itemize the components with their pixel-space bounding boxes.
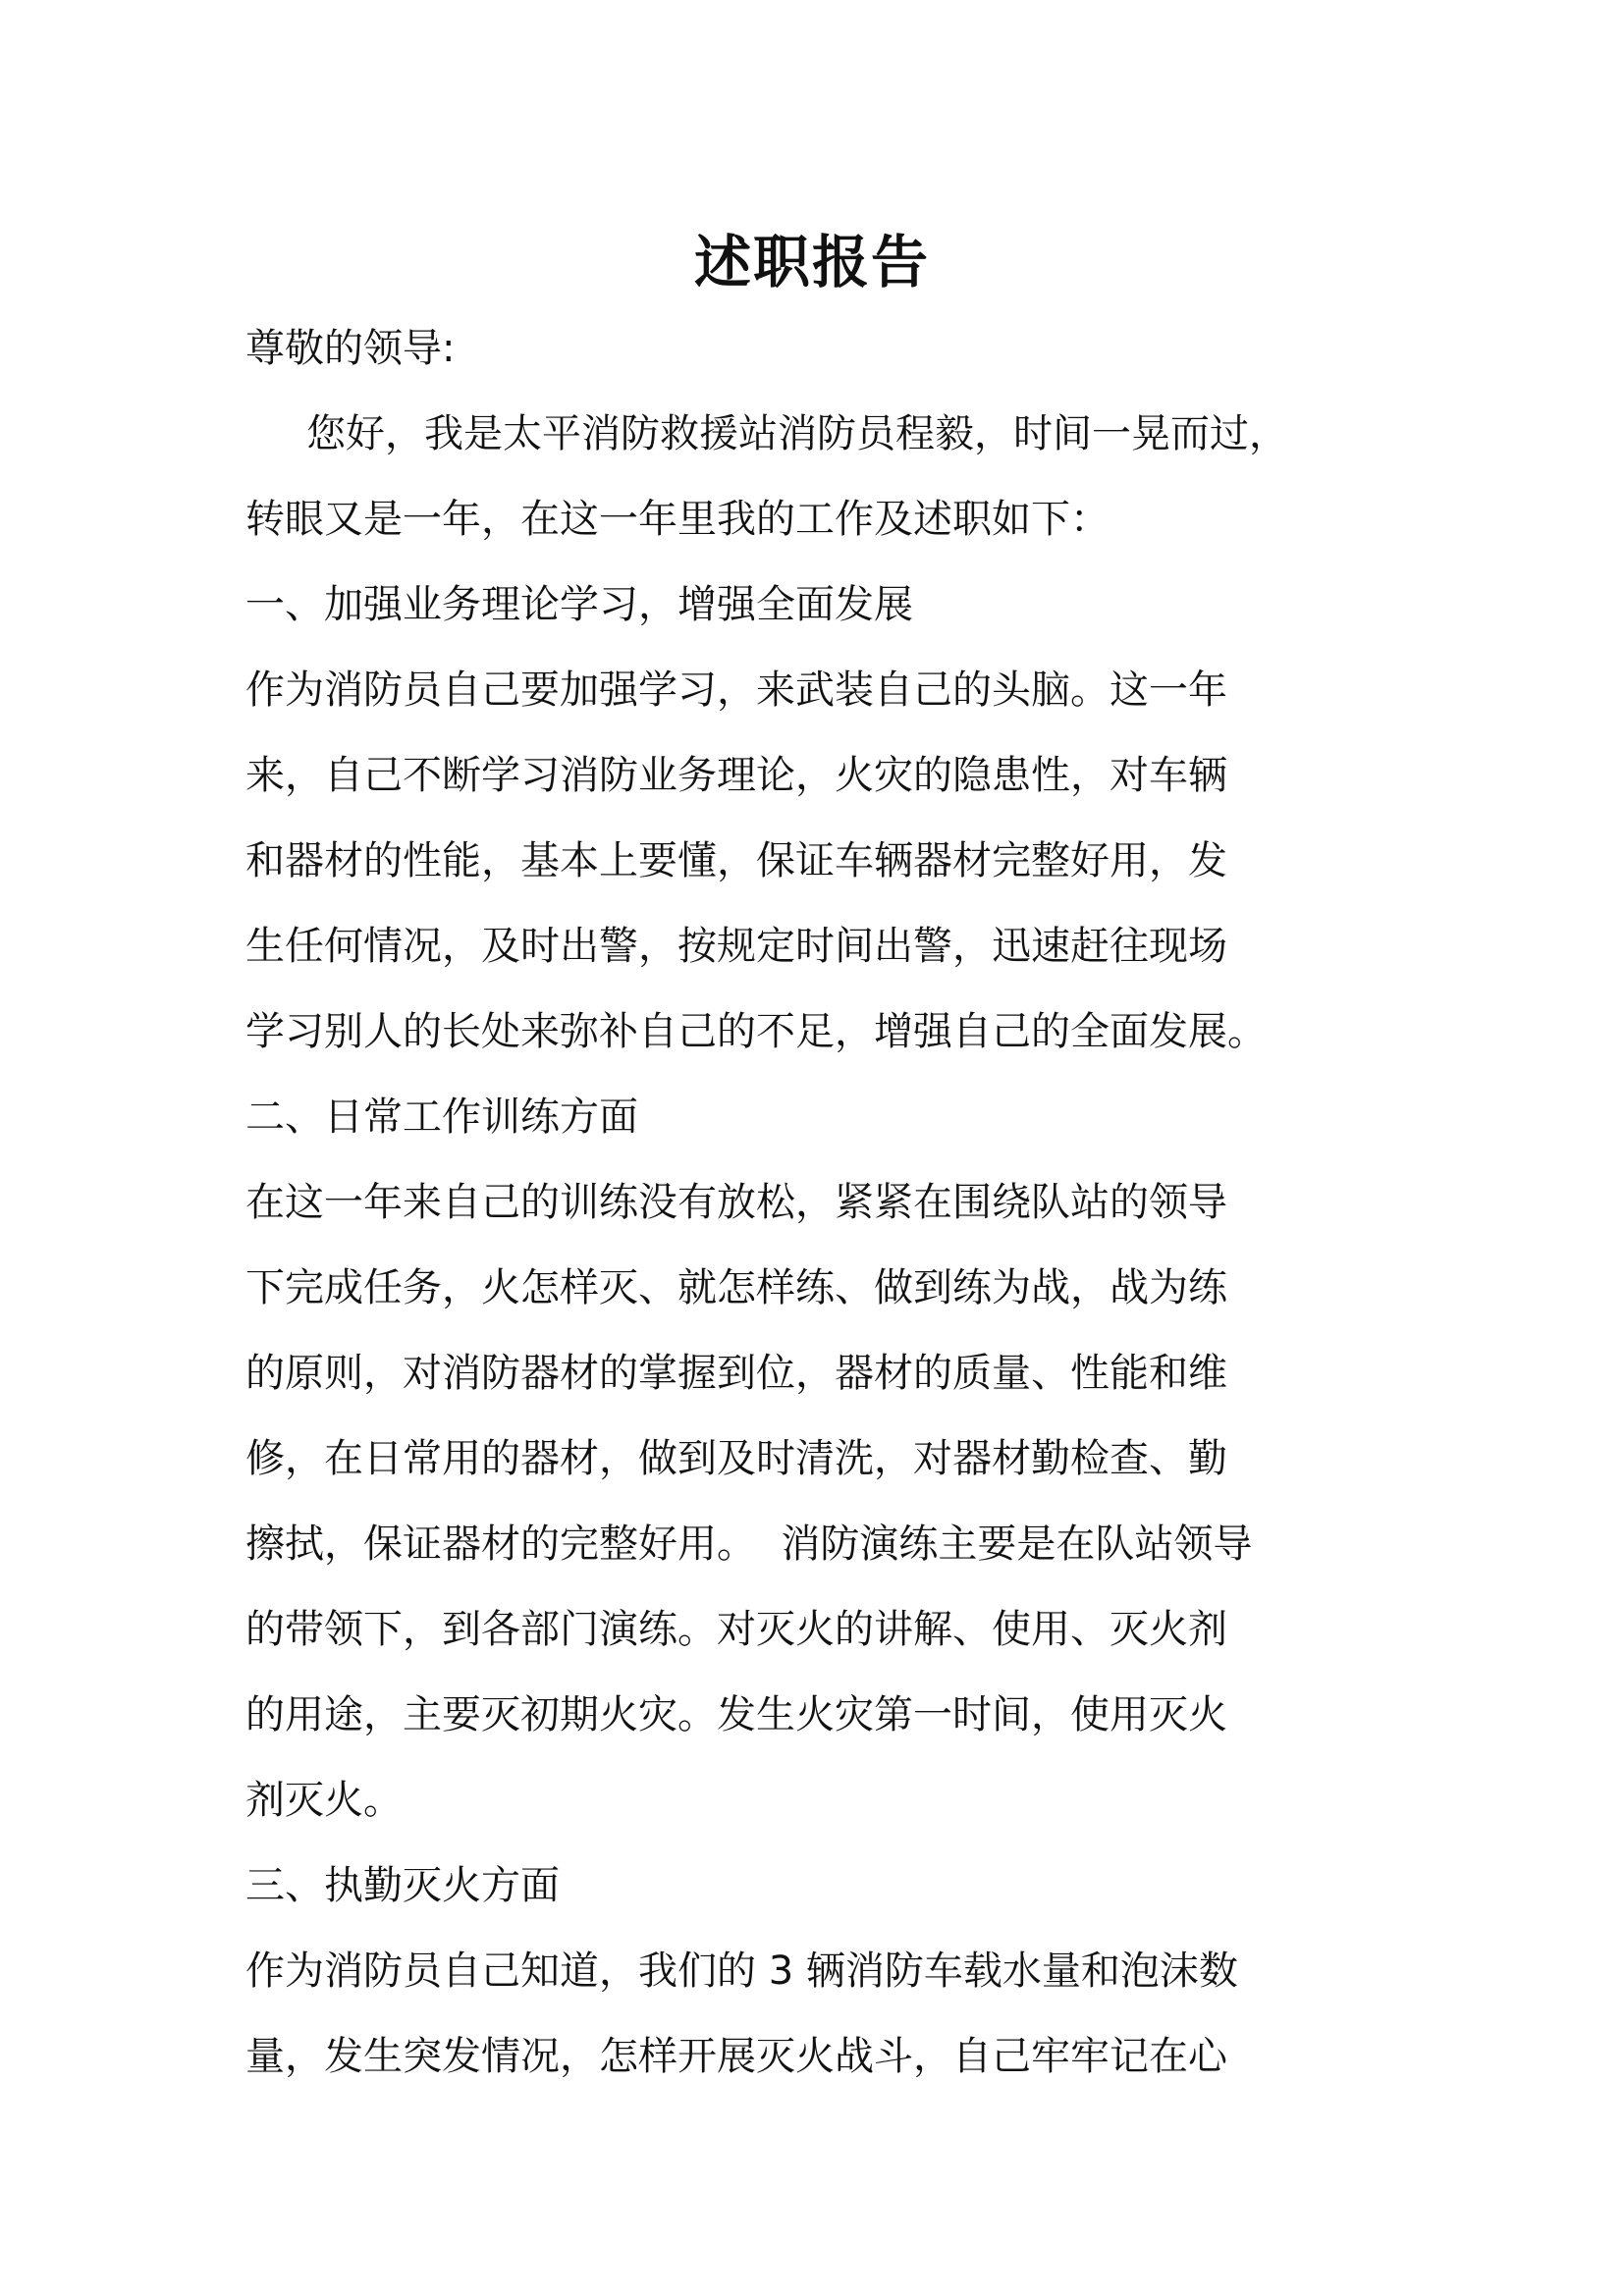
paragraph-line: 来，自己不断学习消防业务理论，火灾的隐患性，对车辆 bbox=[245, 753, 1227, 798]
document-body bbox=[245, 306, 1384, 2100]
paragraph-line: 作为消防员自己要加强学习，来武装自己的头脑。这一年 bbox=[245, 667, 1227, 713]
paragraph-line: 下完成任务，火怎样灭、就怎样练、做到练为战，战为练 bbox=[245, 1265, 1227, 1310]
paragraph-line: 剂灭火。 bbox=[245, 1778, 403, 1823]
paragraph-line: 和器材的性能，基本上要懂，保证车辆器材完整好用，发 bbox=[245, 838, 1227, 883]
paragraph-line: 量，发生突发情况，怎样开展灭火战斗，自己牢牢记在心 bbox=[245, 2034, 1227, 2079]
page-title: 述职报告 bbox=[693, 229, 930, 295]
paragraph-line: 修，在日常用的器材，做到及时清洗，对器材勤检查、勤 bbox=[245, 1436, 1227, 1481]
paragraph-line: 转眼又是一年，在这一年里我的工作及述职如下： bbox=[245, 497, 1110, 542]
paragraph-line: 作为消防员自己知道，我们的 3 辆消防车载水量和泡沫数 bbox=[245, 1949, 1238, 1994]
paragraph-line: 的原则，对消防器材的掌握到位，器材的质量、性能和维 bbox=[245, 1351, 1227, 1396]
section-heading: 三、执勤灭火方面 bbox=[245, 1863, 560, 1908]
paragraph-line: 擦拭，保证器材的完整好用。 消防演练主要是在队站领导 bbox=[245, 1522, 1253, 1567]
paragraph-line: 的用途，主要灭初期火灾。发生火灾第一时间，使用灭火 bbox=[245, 1692, 1227, 1737]
paragraph-line: 在这一年来自己的训练没有放松，紧紧在围绕队站的领导 bbox=[245, 1180, 1227, 1225]
salutation: 尊敬的领导: bbox=[245, 326, 456, 371]
section-heading: 二、日常工作训练方面 bbox=[245, 1095, 638, 1140]
paragraph-line: 的带领下，到各部门演练。对灭火的讲解、使用、灭火剂 bbox=[245, 1607, 1227, 1652]
paragraph-line: 学习别人的长处来弥补自己的不足，增强自己的全面发展。 bbox=[245, 1009, 1267, 1054]
paragraph-line: 您好，我是太平消防救援站消防员程毅，时间一晃而过， bbox=[306, 411, 1288, 456]
section-heading: 一、加强业务理论学习，增强全面发展 bbox=[245, 582, 913, 627]
paragraph-line: 生任何情况，及时出警，按规定时间出警，迅速赶往现场 bbox=[245, 924, 1227, 969]
